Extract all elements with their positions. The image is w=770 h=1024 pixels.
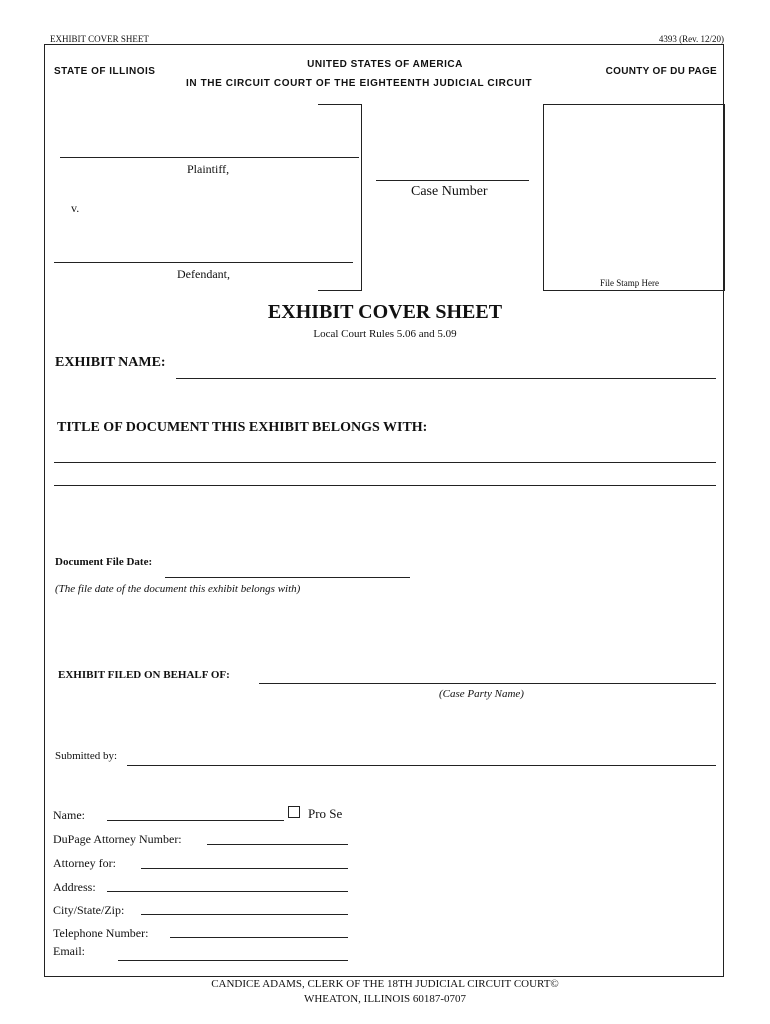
name-input[interactable] [107,804,284,821]
telephone-label: Telephone Number: [53,926,149,940]
document-title: EXHIBIT COVER SHEET [267,301,503,323]
case-party-input[interactable] [259,667,716,684]
versus-label: v. [71,201,80,215]
city-state-zip-label: City/State/Zip: [53,903,125,917]
file-date-label: Document File Date: [55,556,153,568]
case-number-input[interactable] [376,164,529,181]
address-input[interactable] [107,875,348,892]
file-date-note: (The file date of the document this exhibit belongs with) [55,583,301,595]
email-input[interactable] [118,944,348,961]
attorney-for-input[interactable] [141,852,348,869]
plaintiff-input[interactable] [60,141,359,158]
attorney-number-input[interactable] [207,828,348,845]
address-label: Address: [53,880,96,894]
file-stamp-label: File Stamp Here [600,278,659,288]
caption-bottom-rule [318,290,362,291]
name-label: Name: [53,808,85,822]
defendant-label: Defendant, [177,267,230,281]
submitted-by-label: Submitted by: [55,750,118,762]
case-number-label: Case Number [411,184,488,199]
case-party-note: (Case Party Name) [439,688,524,700]
submitted-by-input[interactable] [127,749,716,766]
caption-divider [361,104,362,290]
telephone-input[interactable] [170,921,348,938]
document-title-input-line-2[interactable] [54,469,716,486]
city-state-zip-input[interactable] [141,898,348,915]
exhibit-name-label: EXHIBIT NAME: [55,355,166,370]
file-stamp-box [543,104,725,291]
form-name-header: EXHIBIT COVER SHEET [50,34,149,44]
pro-se-label: Pro Se [308,806,343,821]
form-number: 4393 (Rev. 12/20) [658,34,724,44]
defendant-input[interactable] [54,246,353,263]
document-title-input-line-1[interactable] [54,446,716,463]
clerk-address-footer: WHEATON, ILLINOIS 60187-0707 [303,993,467,1005]
state-label: STATE OF ILLINOIS [54,66,156,77]
county-label: COUNTY OF DU PAGE [605,66,717,77]
document-title-label: TITLE OF DOCUMENT THIS EXHIBIT BELONGS WITH: [57,420,428,435]
filed-on-behalf-label: EXHIBIT FILED ON BEHALF OF: [58,669,230,681]
country-label: UNITED STATES OF AMERICA [307,59,463,70]
email-label: Email: [53,944,85,958]
exhibit-name-input[interactable] [176,362,716,379]
caption-top-rule [318,104,362,105]
file-date-input[interactable] [165,561,410,578]
local-court-rules: Local Court Rules 5.06 and 5.09 [313,328,457,340]
attorney-number-label: DuPage Attorney Number: [53,832,182,846]
clerk-footer: CANDICE ADAMS, CLERK OF THE 18TH JUDICIAL CIRCUIT COURT© [211,978,559,990]
court-label: IN THE CIRCUIT COURT OF THE EIGHTEENTH JUDICIAL CIRCUIT [186,78,533,89]
pro-se-checkbox[interactable] [288,806,300,818]
attorney-for-label: Attorney for: [53,856,116,870]
plaintiff-label: Plaintiff, [187,162,230,176]
